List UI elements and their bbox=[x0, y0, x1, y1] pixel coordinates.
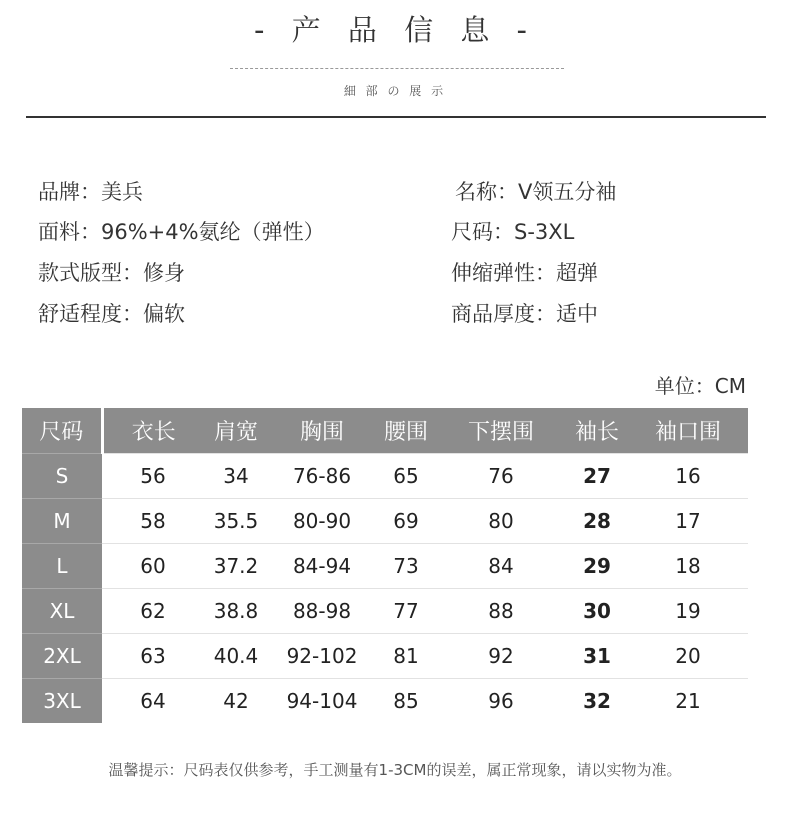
table-cell: 80-90 bbox=[268, 498, 376, 543]
table-cell: 92-102 bbox=[268, 633, 376, 678]
table-cell: 42 bbox=[204, 678, 268, 723]
header-rule bbox=[26, 116, 766, 118]
unit-label: 单位：CM bbox=[654, 374, 746, 398]
section-title: - 产 品 信 息 - bbox=[253, 13, 537, 47]
table-cell: 58 bbox=[102, 498, 204, 543]
table-cell: 88 bbox=[436, 588, 566, 633]
header-cell: 下摆围 bbox=[436, 408, 566, 453]
table-cell: 77 bbox=[376, 588, 436, 633]
table-row bbox=[22, 498, 748, 543]
header-cell: 衣长 bbox=[102, 408, 204, 453]
table-cell: 88-98 bbox=[268, 588, 376, 633]
size-cell: S bbox=[22, 453, 102, 498]
header-cell: 肩宽 bbox=[204, 408, 268, 453]
table-cell: 16 bbox=[628, 453, 748, 498]
table-row bbox=[22, 678, 748, 723]
table-cell: 65 bbox=[376, 453, 436, 498]
table-cell: 29 bbox=[566, 543, 628, 588]
table-cell: 76 bbox=[436, 453, 566, 498]
table-cell: 80 bbox=[436, 498, 566, 543]
size-cell: L bbox=[22, 543, 102, 588]
table-row bbox=[22, 633, 748, 678]
table-cell: 38.8 bbox=[204, 588, 268, 633]
header-cell: 腰围 bbox=[376, 408, 436, 453]
spec-stretch: 伸缩弹性：超弹 bbox=[451, 261, 598, 285]
table-cell: 17 bbox=[628, 498, 748, 543]
table-cell: 85 bbox=[376, 678, 436, 723]
table-cell: 94-104 bbox=[268, 678, 376, 723]
table-cell: 27 bbox=[566, 453, 628, 498]
header-cell: 袖长 bbox=[566, 408, 628, 453]
header-cell: 袖口围 bbox=[628, 408, 748, 453]
table-cell: 73 bbox=[376, 543, 436, 588]
table-cell: 21 bbox=[628, 678, 748, 723]
table-cell: 60 bbox=[102, 543, 204, 588]
header-cell: 胸围 bbox=[268, 408, 376, 453]
table-cell: 18 bbox=[628, 543, 748, 588]
size-disclaimer: 温馨提示：尺码表仅供参考，手工测量有1-3CM的误差，属正常现象，请以实物为准。 bbox=[108, 761, 682, 779]
spec-comfort: 舒适程度：偏软 bbox=[38, 302, 185, 326]
size-cell: 2XL bbox=[22, 633, 102, 678]
table-cell: 63 bbox=[102, 633, 204, 678]
spec-thickness: 商品厚度：适中 bbox=[451, 302, 598, 326]
table-cell: 35.5 bbox=[204, 498, 268, 543]
table-cell: 76-86 bbox=[268, 453, 376, 498]
table-cell: 62 bbox=[102, 588, 204, 633]
table-cell: 84 bbox=[436, 543, 566, 588]
size-chart-table bbox=[22, 408, 748, 723]
table-cell: 81 bbox=[376, 633, 436, 678]
table-cell: 37.2 bbox=[204, 543, 268, 588]
size-cell: M bbox=[22, 498, 102, 543]
title-divider bbox=[230, 68, 564, 69]
header-cell: 尺码 bbox=[22, 408, 102, 453]
table-cell: 19 bbox=[628, 588, 748, 633]
table-cell: 30 bbox=[566, 588, 628, 633]
table-cell: 56 bbox=[102, 453, 204, 498]
table-cell: 64 bbox=[102, 678, 204, 723]
spec-style: 款式版型：修身 bbox=[38, 261, 185, 285]
table-header-row bbox=[22, 408, 748, 453]
table-cell: 34 bbox=[204, 453, 268, 498]
table-cell: 28 bbox=[566, 498, 628, 543]
table-cell: 32 bbox=[566, 678, 628, 723]
table-row bbox=[22, 588, 748, 633]
table-cell: 31 bbox=[566, 633, 628, 678]
table-row bbox=[22, 543, 748, 588]
spec-fabric: 面料：96%+4%氨纶（弹性） bbox=[38, 220, 325, 244]
section-subtitle: 細 部 の 展 示 bbox=[343, 84, 447, 98]
size-cell: 3XL bbox=[22, 678, 102, 723]
table-cell: 96 bbox=[436, 678, 566, 723]
table-cell: 84-94 bbox=[268, 543, 376, 588]
spec-name: 名称：V领五分袖 bbox=[455, 180, 617, 204]
table-cell: 92 bbox=[436, 633, 566, 678]
table-cell: 40.4 bbox=[204, 633, 268, 678]
size-cell: XL bbox=[22, 588, 102, 633]
table-cell: 20 bbox=[628, 633, 748, 678]
spec-size-range: 尺码：S-3XL bbox=[451, 220, 575, 244]
table-cell: 69 bbox=[376, 498, 436, 543]
spec-brand: 品牌：美兵 bbox=[38, 180, 143, 204]
table-row bbox=[22, 453, 748, 498]
